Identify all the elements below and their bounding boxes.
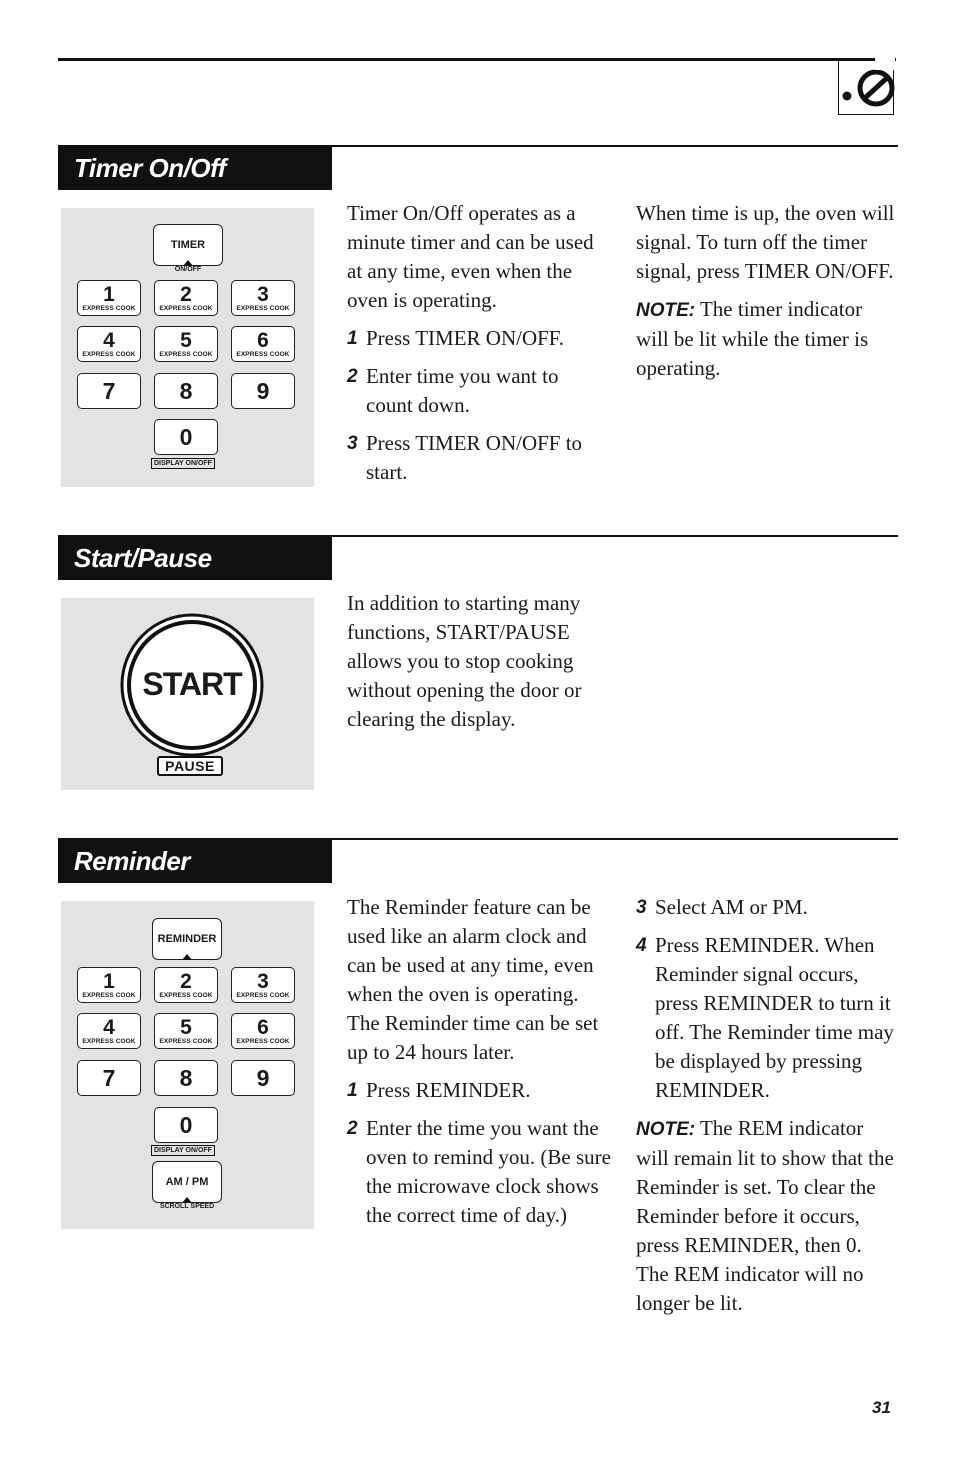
keypad-key-6: 6 EXPRESS COOK (231, 326, 295, 362)
keypad-key-0: 0 (154, 1107, 218, 1143)
keypad-key-5: 5 EXPRESS COOK (154, 326, 218, 362)
brand-logo (838, 58, 894, 115)
start-pause-description: In addition to starting many functions, START/PAUSE allows you to stop cooking without opening the door or clearing the display. (347, 591, 582, 731)
section-title-reminder: Reminder (58, 839, 332, 883)
keypad-key-1: 1 EXPRESS COOK (77, 967, 141, 1003)
keypad-key-3: 3 EXPRESS COOK (231, 280, 295, 316)
start-pause-panel (61, 598, 314, 790)
display-on-off-label: DISPLAY ON/OFF (151, 458, 215, 469)
indicator-arrow-icon (182, 954, 192, 960)
section-title-timer: Timer On/Off (58, 146, 332, 190)
timer-intro: Timer On/Off operates as a minute timer and can be used at any time, even when the oven is operating. (347, 201, 594, 312)
keypad-key-5: 5 EXPRESS COOK (154, 1013, 218, 1049)
keypad-key-3: 3 EXPRESS COOK (231, 967, 295, 1003)
reminder-step: 3 Select AM or PM. (636, 895, 808, 919)
top-rule (58, 58, 896, 61)
keypad-key-2: 2 EXPRESS COOK (154, 967, 218, 1003)
start-button-label: START (142, 666, 242, 702)
reminder-key: REMINDER (152, 918, 222, 960)
keypad-key-0: 0 (154, 419, 218, 455)
keypad-key-7: 7 (77, 1060, 141, 1096)
page-number: 31 (872, 1398, 891, 1417)
timer-signal-text: When time is up, the oven will signal. To turn off the timer signal, press TIMER ON/OFF. (636, 201, 895, 283)
reminder-step: 2 Enter the time you want the oven to remind you. (Be sure the microwave clock shows the correct time of day.) (347, 1116, 611, 1227)
timer-note: NOTE: The timer indicator will be lit while the timer is operating. (636, 297, 869, 380)
timer-step: 3 Press TIMER ON/OFF to start. (347, 431, 583, 484)
keypad-key-7: 7 (77, 373, 141, 409)
timer-column-2 (636, 199, 896, 392)
keypad-key-6: 6 EXPRESS COOK (231, 1013, 295, 1049)
keypad-key-8: 8 (154, 373, 218, 409)
reminder-keypad-panel (61, 901, 314, 1229)
timer-key-sublabel: ON/OFF (174, 266, 202, 273)
timer-column-1 (347, 199, 609, 496)
timer-key: TIMER (153, 224, 223, 266)
keypad-key-4: 4 EXPRESS COOK (77, 326, 141, 362)
reminder-column-2 (636, 893, 898, 1327)
keypad-key-2: 2 EXPRESS COOK (154, 280, 218, 316)
keypad-key-1: 1 EXPRESS COOK (77, 280, 141, 316)
reminder-step: 4 Press REMINDER. When Reminder signal occurs, press REMINDER to turn it off. The Reminder time may be displayed by pressing REMINDER. (636, 933, 894, 1102)
pause-label: PAUSE (157, 756, 223, 776)
reminder-column-1 (347, 893, 611, 1239)
keypad-key-9: 9 (231, 1060, 295, 1096)
start-pause-text-column (347, 589, 609, 743)
timer-step: 1 Press TIMER ON/OFF. (347, 326, 565, 350)
keypad-key-8: 8 (154, 1060, 218, 1096)
timer-step: 2 Enter time you want to count down. (347, 364, 559, 417)
am-pm-key: AM / PM (152, 1161, 222, 1203)
keypad-key-4: 4 EXPRESS COOK (77, 1013, 141, 1049)
reminder-intro: The Reminder feature can be used like an alarm clock and can be used at any time, even when the oven is operating. The Reminder time can be set up to 24 hours later. (347, 895, 599, 1064)
keypad-key-9: 9 (231, 373, 295, 409)
reminder-note: NOTE: The REM indicator will remain lit to show that the Reminder is set. To clear the Reminder before it occurs, press REMINDER, then 0. The REM indicator will no longer be lit. (636, 1116, 894, 1315)
timer-keypad-panel (61, 208, 314, 487)
brand-logo-icon (839, 58, 895, 115)
reminder-step: 1 Press REMINDER. (347, 1078, 531, 1102)
scroll-speed-label: SCROLL SPEED (159, 1203, 215, 1210)
section-title-start-pause: Start/Pause (58, 536, 332, 580)
display-on-off-label: DISPLAY ON/OFF (151, 1145, 215, 1156)
